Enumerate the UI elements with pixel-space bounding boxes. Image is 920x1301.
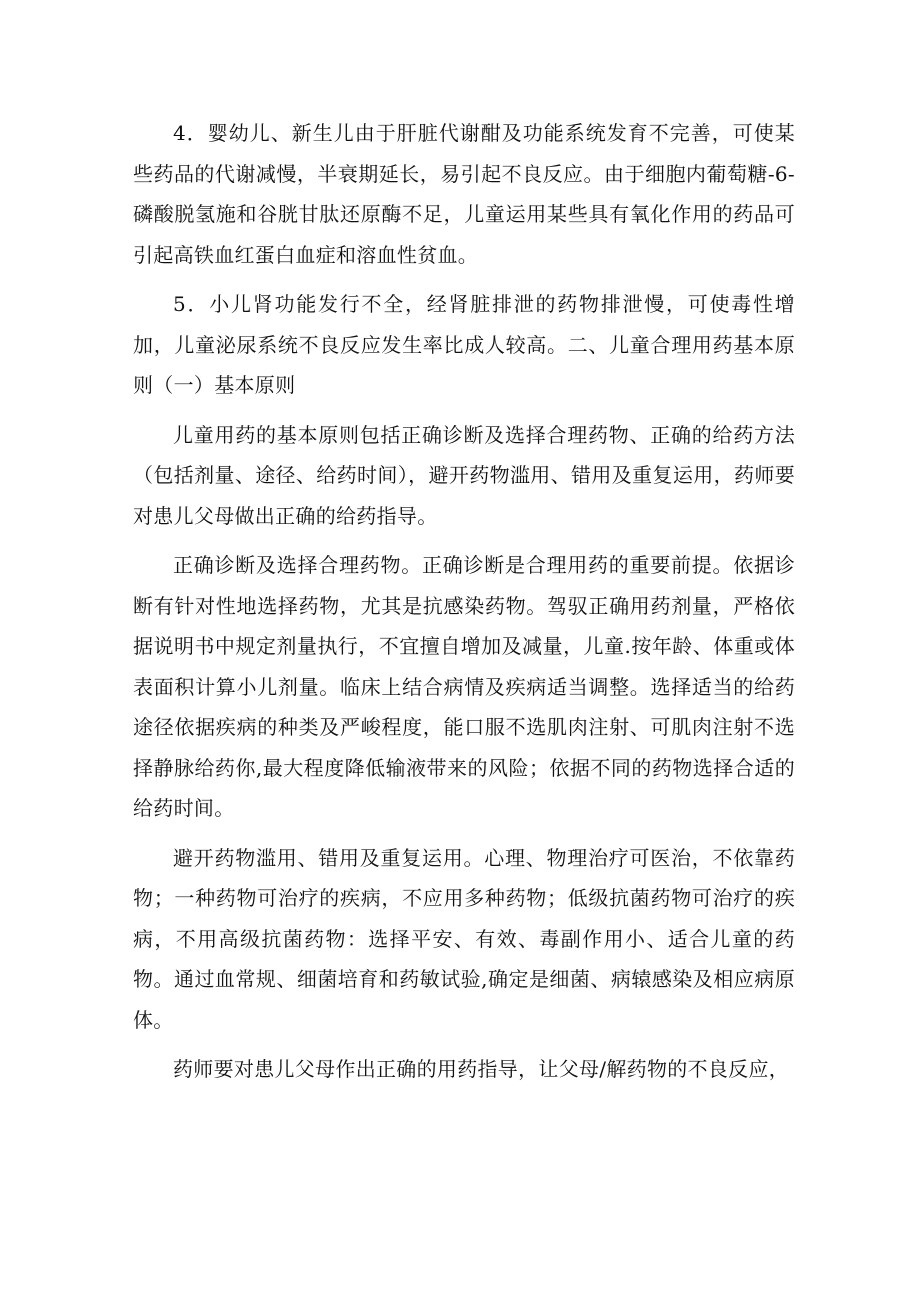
- paragraph-liver-metabolism: 4．婴幼儿、新生儿由于肝脏代谢酣及功能系统发育不完善，可使某些药品的代谢减慢，半衰期延长，易引起不良反应。由于细胞内葡萄糖-6-磷酸脱氢施和谷胱甘肽还原酶不足，儿童运用某些具有氧化作用的药品可引起高铁血红蛋白血症和溶血性贫血。: [133, 121, 795, 267]
- paragraph-correct-diagnosis: 正确诊断及选择合理药物。正确诊断是合理用药的重要前提。依据诊断有针对性地选择药物，尤其是抗感染药物。驾驭正确用药剂量，严格依据说明书中规定剂量执行，不宜擅自增加及减量，儿童.按年龄、体重或体表面积计算小儿剂量。临床上结合病情及疾病适当调整。选择适当的给药途径依据疾病的种类及严峻程度，能口服不选肌肉注射、可肌肉注射不选择静脉给药你,最大程度降低输液带来的风险；依据不同的药物选择合适的给药时间。: [133, 553, 795, 820]
- paragraph-basic-principles: 儿童用药的基本原则包括正确诊断及选择合理药物、正确的给药方法（包括剂量、途径、给药时间），避开药物滥用、错用及重复运用，药师要对患儿父母做出正确的给药指导。: [133, 422, 795, 528]
- document-body: [133, 113, 795, 1090]
- paragraph-kidney-function: 5．小儿肾功能发行不全，经肾脏排泄的药物排泄慢，可使毒性增加，儿童泌尿系统不良反应发生率比成人较高。二、儿童合理用药基本原则（一）基本原则: [133, 292, 795, 397]
- paragraph-avoid-misuse: 避开药物滥用、错用及重复运用。心理、物理治疗可医治，不依靠药物；一种药物可治疗的疾病，不应用多种药物；低级抗菌药物可治疗的疾病，不用高级抗菌药物：选择平安、有效、毒副作用小、适合儿童的药物。通过血常规、细菌培育和药敏试验,确定是细菌、病辕感染及相应病原体。: [133, 845, 795, 1032]
- paragraph-pharmacist-guidance: 药师要对患儿父母作出正确的用药指导，让父母/解药物的不良反应，: [173, 1057, 790, 1081]
